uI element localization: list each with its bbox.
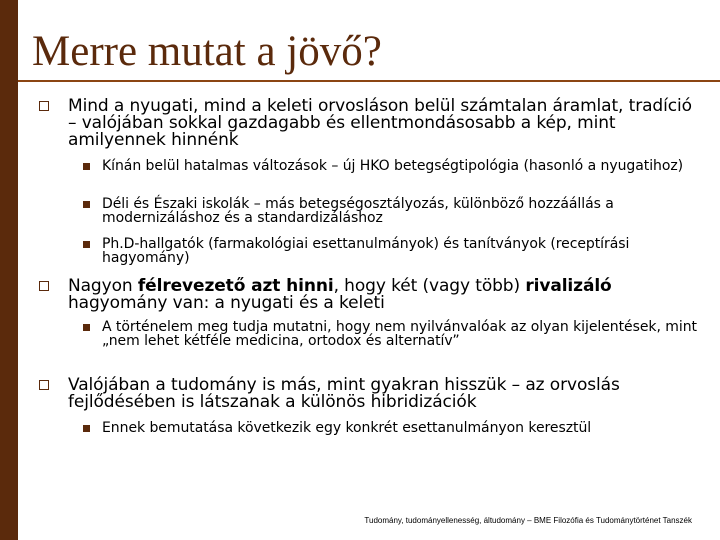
bullet-item-2 <box>68 278 698 312</box>
filled-square-bullet-icon <box>83 324 90 331</box>
square-bullet-icon <box>39 380 49 390</box>
bullet-item-1 <box>68 98 698 149</box>
bullet-text-part: , hogy két (vagy több) <box>333 276 526 296</box>
bullet-text: Mind a nyugati, mind a keleti orvosláson belül számtalan áramlat, tradíció – valójában sokkal gazdagabb és ellentmondásosabb a kép, mint amilyennek hinnénk <box>68 96 692 150</box>
sub-bullet-text: A történelem meg tudja mutatni, hogy nem nyilvánvalóak az olyan kijelentések, mint „nem lehet kétféle medicina, ortodox és alternatív” <box>102 319 697 349</box>
sub-bullet-item-2-1 <box>102 320 702 348</box>
slide-title: Merre mutat a jövő? <box>32 28 382 75</box>
filled-square-bullet-icon <box>83 241 90 248</box>
sub-bullet-item-1-3 <box>102 237 702 265</box>
bullet-text: Valójában a tudomány is más, mint gyakran hisszük – az orvoslás fejlődésében is látszanak a különös hibridizációk <box>68 375 620 412</box>
bullet-text-emphasis: félrevezető azt hinni <box>137 276 334 296</box>
sub-bullet-text: Ennek bemutatása következik egy konkrét esettanulmányon keresztül <box>102 420 592 436</box>
title-underline <box>18 80 720 82</box>
sub-bullet-text: Kínán belül hatalmas változások – új HKO betegségtipológia (hasonló a nyugatihoz) <box>102 158 684 174</box>
square-bullet-icon <box>39 101 49 111</box>
filled-square-bullet-icon <box>83 425 90 432</box>
bullet-text-part: hagyomány van: a nyugati és a keleti <box>68 293 385 313</box>
bullet-text-part: Nagyon <box>68 276 138 296</box>
bullet-item-3 <box>68 377 698 411</box>
sub-bullet-text: Ph.D-hallgatók (farmakológiai esettanulmányok) és tanítványok (receptírási hagyomány) <box>102 236 630 266</box>
square-bullet-icon <box>39 281 49 291</box>
sub-bullet-text: Déli és Északi iskolák – más betegségosztályozás, különböző hozzáállás a modernizáláshoz és a standardizáláshoz <box>102 196 614 226</box>
sub-bullet-item-1-1 <box>102 159 702 173</box>
filled-square-bullet-icon <box>83 163 90 170</box>
filled-square-bullet-icon <box>83 201 90 208</box>
sub-bullet-item-3-1 <box>102 421 702 435</box>
sub-bullet-item-1-2 <box>102 197 702 225</box>
bullet-text-emphasis: rivalizáló <box>525 276 612 296</box>
slide-footer: Tudomány, tudományellenesség, áltudomány – BME Filozófia és Tudománytörténet Tanszék <box>364 516 692 525</box>
left-accent-bar <box>0 0 18 540</box>
